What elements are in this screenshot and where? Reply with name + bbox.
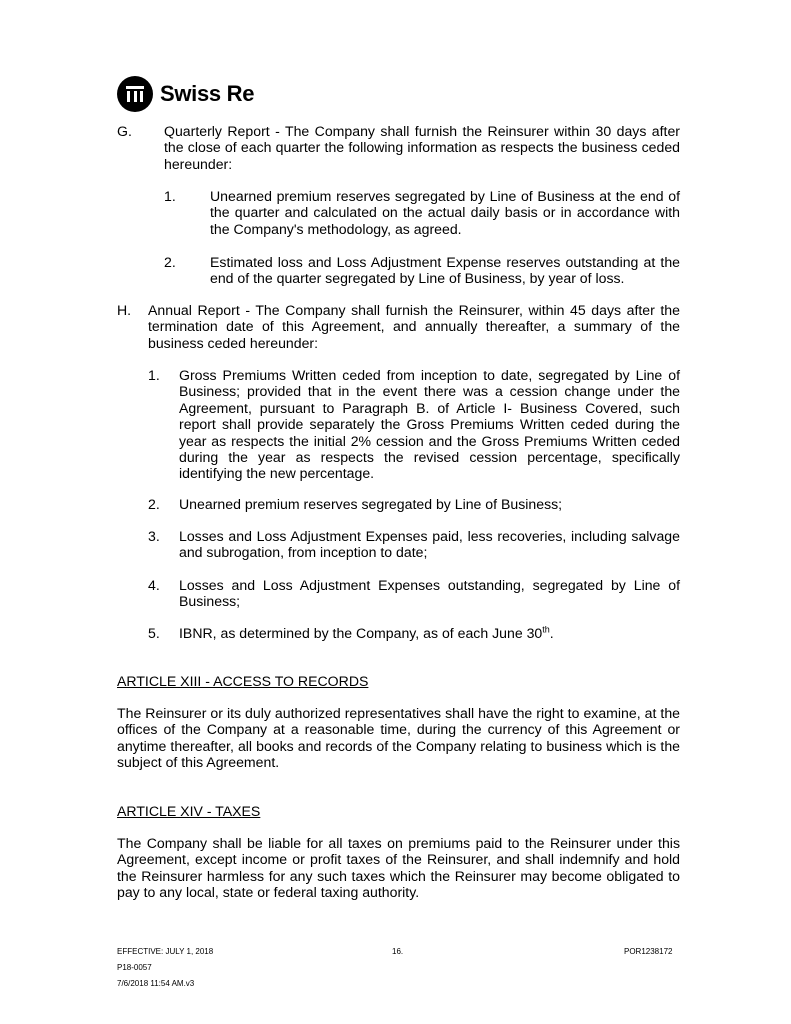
footer-doc-id: POR1238172 — [624, 947, 673, 956]
section-h-item-3-text: Losses and Loss Adjustment Expenses paid, less recoveries, including salvage and subrogation, from inception to date; — [179, 528, 680, 561]
section-h-marker: H. — [117, 302, 132, 318]
article-xiv-heading: ARTICLE XIV - TAXES — [117, 803, 261, 819]
swiss-re-logo-icon — [117, 76, 153, 112]
swiss-re-logo — [117, 76, 254, 112]
section-h-item-1-text: Gross Premiums Written ceded from inception to date, segregated by Line of Business; provided that in the event there was a cession change under the Agreement, pursuant to Paragraph B. of Article I- Business Covered, such report shall provide separately the Gross Premiums Written ceded during the year as respects the initial 2% cession and the Gross Premiums Written ceded during the year as respects the revised cession percentage, specifically identifying the new percentage. — [179, 367, 680, 482]
footer-reference: P18-0057 — [117, 963, 152, 972]
footer-page-number: 16. — [392, 947, 404, 956]
section-h-item-2-text: Unearned premium reserves segregated by Line of Business; — [179, 496, 563, 512]
section-g-marker: G. — [117, 123, 132, 139]
section-h-item-4-text: Losses and Loss Adjustment Expenses outstanding, segregated by Line of Business; — [179, 577, 680, 610]
article-xiii-heading: ARTICLE XIII - ACCESS TO RECORDS — [117, 673, 369, 689]
section-h-item-1-marker: 1. — [148, 367, 160, 383]
section-h-item-5-marker: 5. — [148, 625, 160, 641]
article-xiii-text: The Reinsurer or its duly authorized representatives shall have the right to examine, at the offices of the Company at a reasonable time, during the currency of this Agreement or anytime thereafter, all books and records of the Company relating to business which is the subject of this Agreement. — [117, 705, 680, 771]
section-g-item-2-text: Estimated loss and Loss Adjustment Expense reserves outstanding at the end of the quarter segregated by Line of Business, by year of loss. — [210, 254, 680, 287]
section-g-item-2-marker: 2. — [164, 254, 176, 270]
superscript-th: th — [542, 624, 550, 635]
section-g-text: Quarterly Report - The Company shall furnish the Reinsurer within 30 days after the close of each quarter the following information as respects the business ceded hereunder: — [164, 123, 680, 172]
section-h-item-3-marker: 3. — [148, 528, 160, 544]
section-g-item-1-marker: 1. — [164, 188, 176, 204]
section-h-text: Annual Report - The Company shall furnish the Reinsurer, within 45 days after the termination date of this Agreement, and annually thereafter, a summary of the business ceded hereunder: — [148, 302, 680, 351]
section-g-item-1-text: Unearned premium reserves segregated by Line of Business at the end of the quarter and calculated on the actual daily basis or in accordance with the Company's methodology, as agreed. — [210, 188, 680, 237]
section-h-item-2-marker: 2. — [148, 496, 160, 512]
section-h-item-4-marker: 4. — [148, 577, 160, 593]
section-h-item-5-text: IBNR, as determined by the Company, as of each June 30th. — [179, 624, 554, 641]
footer-effective-date: EFFECTIVE: JULY 1, 2018 — [117, 947, 214, 956]
footer-timestamp: 7/6/2018 11:54 AM.v3 — [117, 979, 195, 988]
article-xiv-text: The Company shall be liable for all taxes on premiums paid to the Reinsurer under this Agreement, except income or profit taxes of the Reinsurer, and shall indemnify and hold the Reinsurer harmless for any such taxes which the Reinsurer may become obligated to pay to any local, state or federal taxing authority. — [117, 835, 680, 901]
brand-name: Swiss Re — [160, 81, 255, 106]
